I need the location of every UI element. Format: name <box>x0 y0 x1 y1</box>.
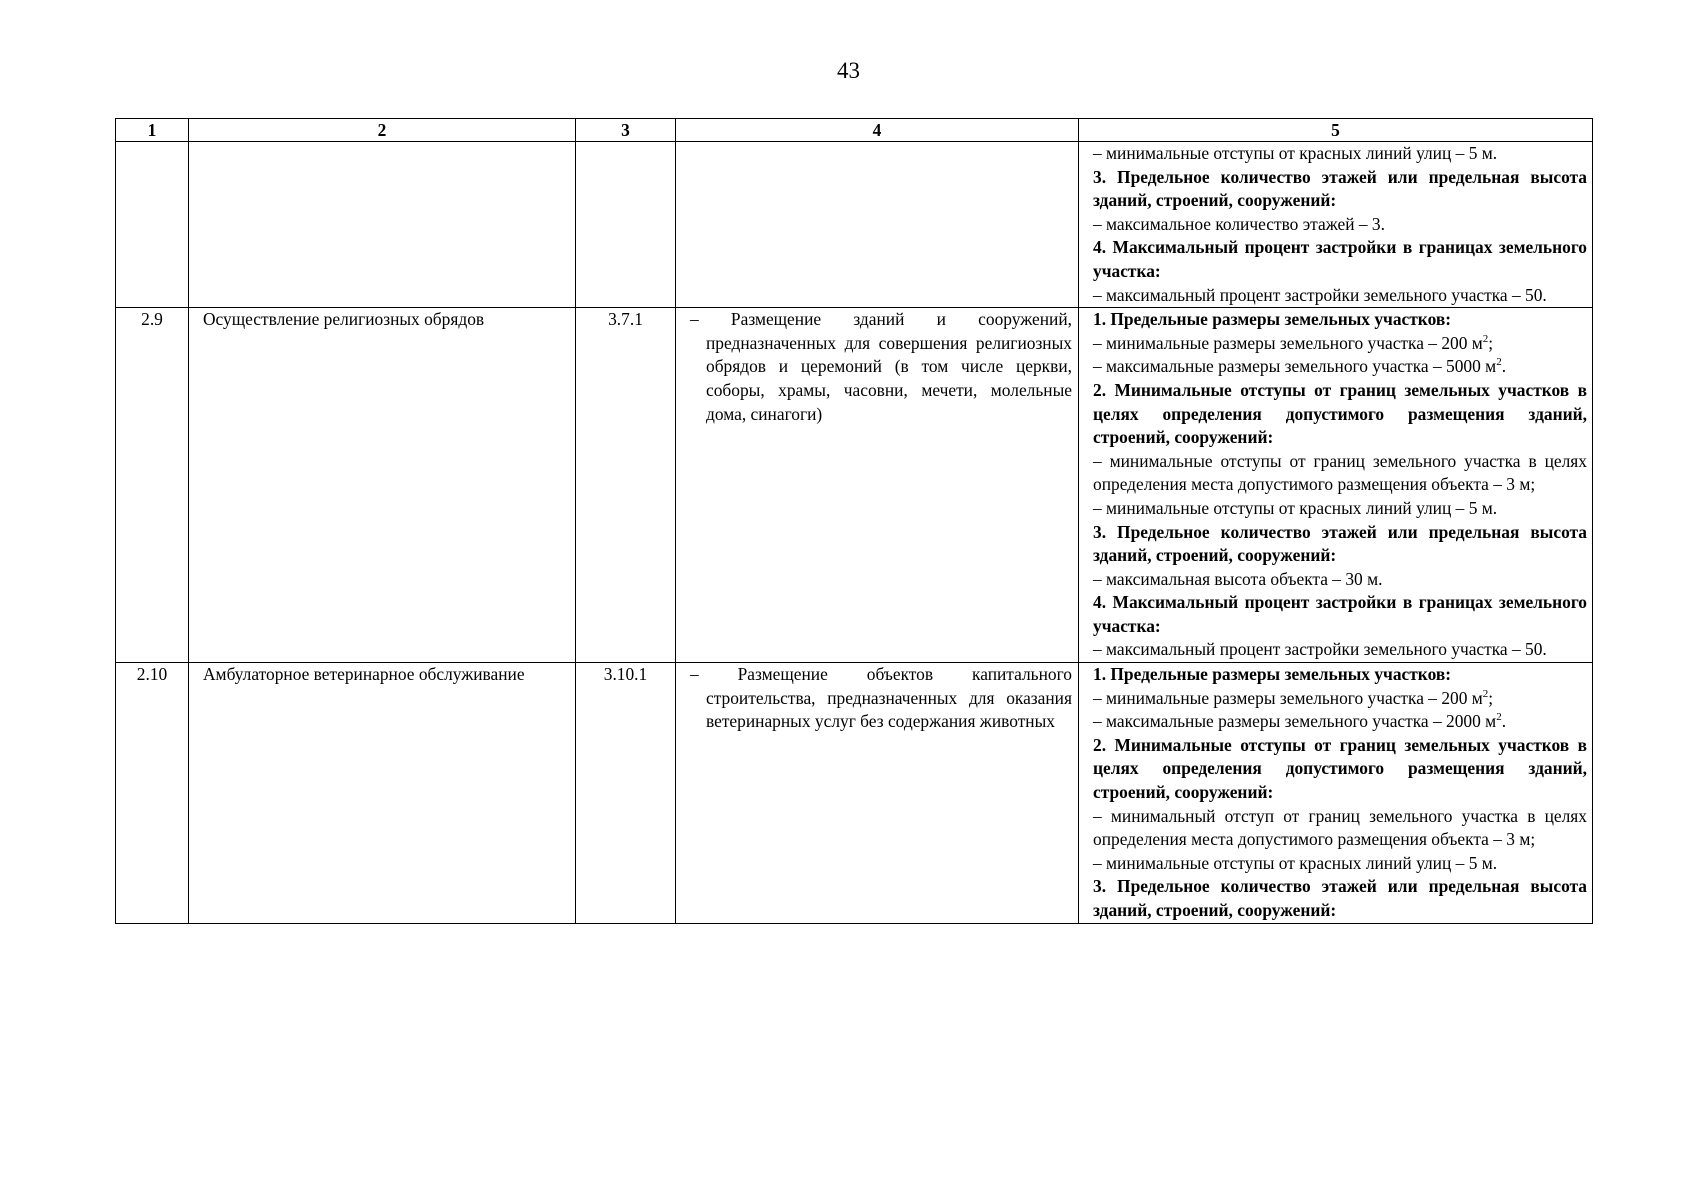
header-col-3: 3 <box>576 119 676 142</box>
param-heading: 2. Минимальные отступы от границ земельных участков в целях определения допустимого размещения зданий, строений, сооружений: <box>1093 734 1587 803</box>
row-number: 2.9 <box>116 308 189 663</box>
row-params <box>1079 663 1593 924</box>
row-name <box>189 142 576 308</box>
param-line: – минимальные отступы от красных линий улиц – 5 м. <box>1093 852 1498 873</box>
param-heading: 4. Максимальный процент застройки в границах земельного участка: <box>1093 237 1587 281</box>
row-code: 3.10.1 <box>576 663 676 924</box>
param-heading: 3. Предельное количество этажей или предельная высота зданий, строений, сооружений: <box>1093 521 1587 566</box>
param-line: – минимальные размеры земельного участка – 200 $м^2$; <box>1093 687 1494 708</box>
header-row <box>116 119 1593 142</box>
param-line: – максимальная высота объекта – 30 м. <box>1093 568 1383 589</box>
description-text: – Размещение зданий и сооружений, предназначенных для совершения религиозных обрядов и церемоний (в том числе церкви, соборы, храмы, часовни, мечети, молельные дома, синагоги) <box>690 309 1072 424</box>
header-col-5: 5 <box>1079 119 1593 142</box>
param-heading: 2. Минимальные отступы от границ земельных участков в целях определения допустимого размещения зданий, строений, сооружений: <box>1093 379 1587 448</box>
row-code <box>576 142 676 308</box>
param-line: – минимальные размеры земельного участка – 200 $м^2$; <box>1093 332 1494 353</box>
param-line: – максимальное количество этажей – 3. <box>1093 213 1385 234</box>
table-row <box>116 142 1593 308</box>
param-line: – максимальный процент застройки земельного участка – 50. <box>1093 639 1547 660</box>
row-code: 3.7.1 <box>576 308 676 663</box>
row-params <box>1079 142 1593 308</box>
row-params <box>1079 308 1593 663</box>
table-body <box>116 142 1593 924</box>
row-number <box>116 142 189 308</box>
page-number: 43 <box>837 58 860 83</box>
row-number: 2.10 <box>116 663 189 924</box>
param-heading: 3. Предельное количество этажей или предельная высота зданий, строений, сооружений: <box>1093 166 1587 211</box>
param-line: – максимальный процент застройки земельного участка – 50. <box>1093 284 1547 305</box>
param-line: – минимальные отступы от красных линий улиц – 5 м. <box>1093 497 1498 518</box>
row-name: Амбулаторное ветеринарное обслуживание <box>189 663 576 924</box>
param-line: – максимальные размеры земельного участка – 5000 $м^2$. <box>1093 356 1507 377</box>
table-row <box>116 663 1593 924</box>
row-description <box>676 663 1079 924</box>
param-heading: 1. Предельные размеры земельных участков: <box>1093 664 1452 685</box>
header-col-1: 1 <box>116 119 189 142</box>
param-line: – максимальные размеры земельного участка – 2000 $м^2$. <box>1093 711 1507 732</box>
row-description <box>676 308 1079 663</box>
param-line: – минимальные отступы от красных линий улиц – 5 м. <box>1093 143 1498 163</box>
regulations-table <box>115 118 1593 924</box>
header-col-4: 4 <box>676 119 1079 142</box>
param-line: – минимальный отступ от границ земельного участка в целях определения места допустимого размещения объекта – 3 м; <box>1093 805 1587 850</box>
row-description <box>676 142 1079 308</box>
param-heading: 4. Максимальный процент застройки в границах земельного участка: <box>1093 592 1587 636</box>
param-heading: 3. Предельное количество этажей или предельная высота зданий, строений, сооружений: <box>1093 876 1587 920</box>
table-row <box>116 308 1593 663</box>
param-line: – минимальные отступы от границ земельного участка в целях определения места допустимого размещения объекта – 3 м; <box>1093 450 1587 495</box>
param-heading: 1. Предельные размеры земельных участков: <box>1093 309 1452 330</box>
header-col-2: 2 <box>189 119 576 142</box>
description-text: – Размещение объектов капитального строительства, предназначенных для оказания ветеринарных услуг без содержания животных <box>690 664 1072 732</box>
row-name: Осуществление религиозных обрядов <box>189 308 576 663</box>
